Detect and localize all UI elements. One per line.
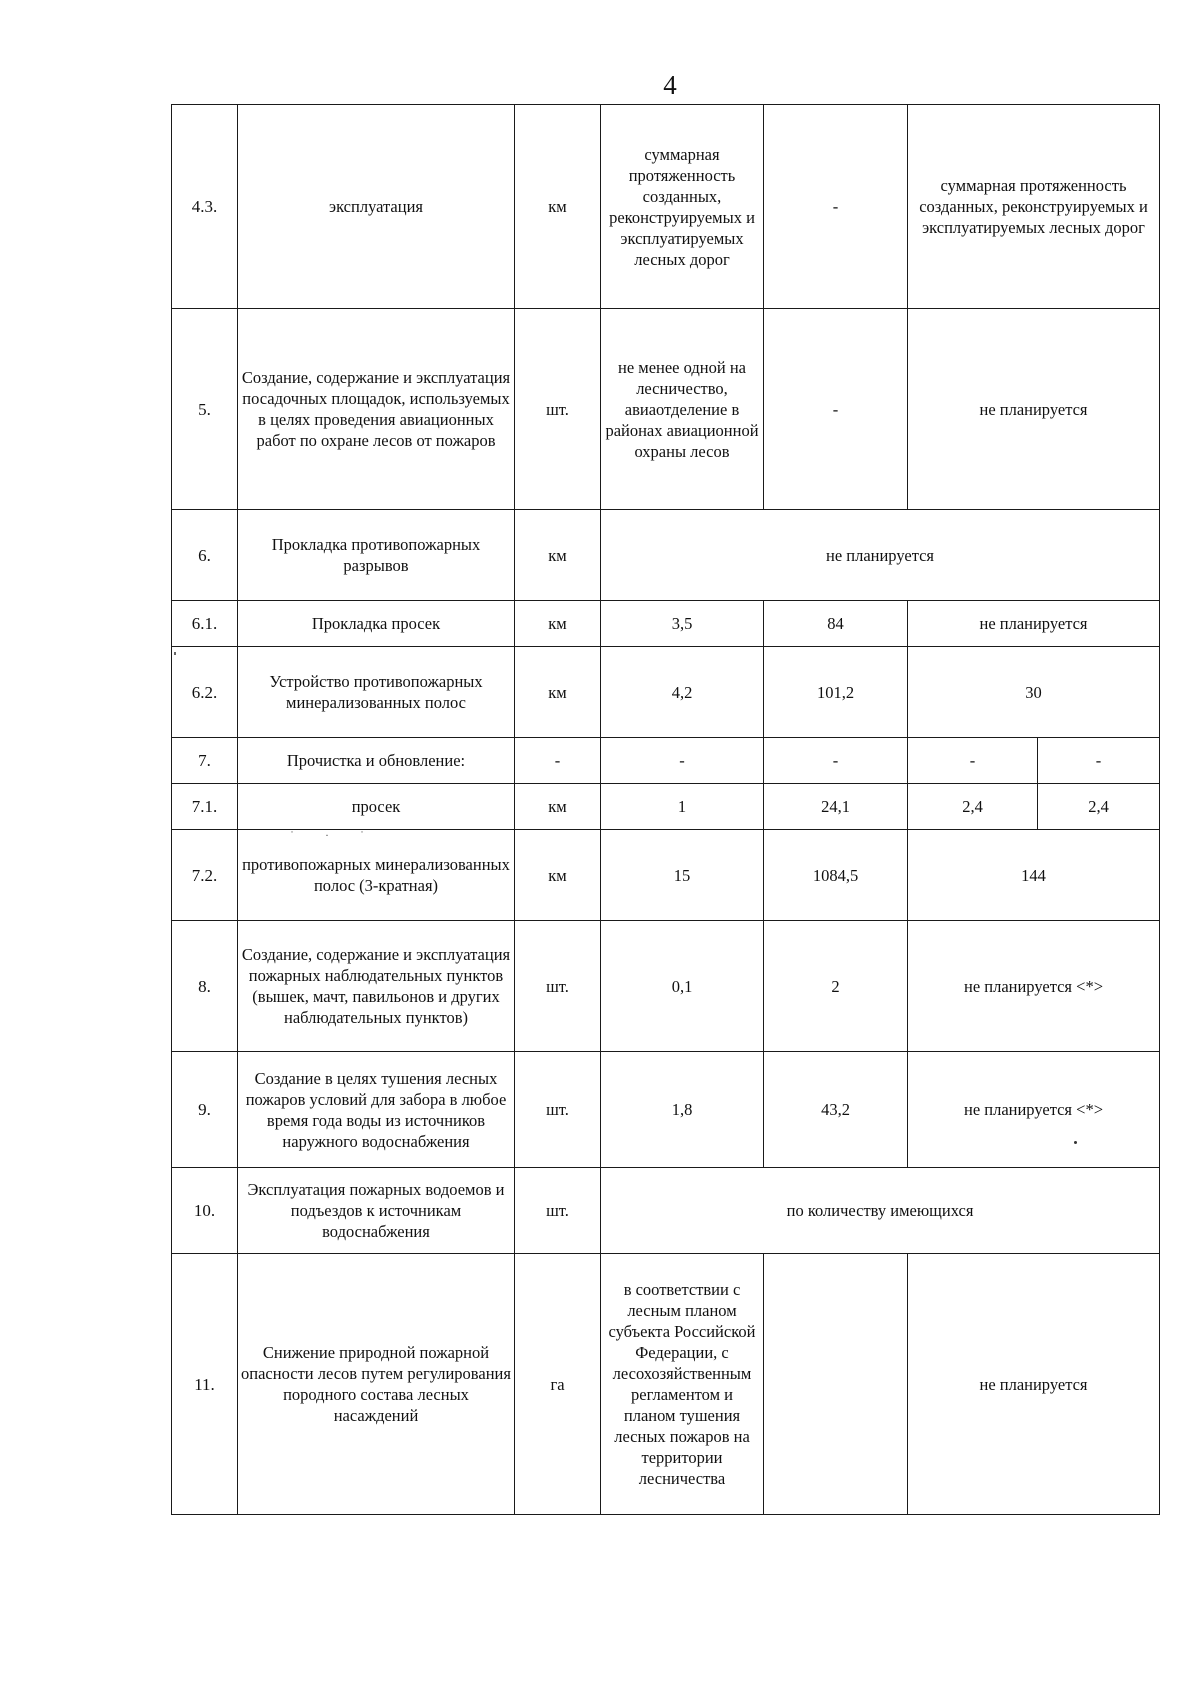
- row-col6a: 2,4: [908, 784, 1038, 830]
- row-number: 9.: [172, 1052, 238, 1168]
- row-number: 8.: [172, 921, 238, 1052]
- row-unit: шт.: [515, 1052, 601, 1168]
- row-name: просек: [238, 784, 515, 830]
- row-name: Создание, содержание и эксплуатация посадочных площадок, используемых в целях проведения авиационных работ по охране лесов от пожаров: [238, 309, 515, 510]
- row-number: 6.: [172, 510, 238, 601]
- row-number: 7.2.: [172, 830, 238, 921]
- row-col6: не планируется: [908, 1254, 1160, 1515]
- row-col6b: 2,4: [1038, 784, 1160, 830]
- row-unit: км: [515, 105, 601, 309]
- row-unit: шт.: [515, 309, 601, 510]
- row-col4: 0,1: [601, 921, 764, 1052]
- row-name: эксплуатация: [238, 105, 515, 309]
- row-number: 7.: [172, 738, 238, 784]
- row-name: Прокладка противопожарных разрывов: [238, 510, 515, 601]
- row-col4: 1,8: [601, 1052, 764, 1168]
- row-col5: -: [764, 738, 908, 784]
- row-col4: в соответствии с лесным планом субъекта Российской Федерации, с лесохозяйственным регламентом и планом тушения лесных пожаров на территории лесничества: [601, 1254, 764, 1515]
- row-name: Снижение природной пожарной опасности лесов путем регулирования породного состава лесных насаждений: [238, 1254, 515, 1515]
- row-col4: 3,5: [601, 601, 764, 647]
- table-row: [172, 1254, 1160, 1515]
- row-col6: 144: [908, 830, 1160, 921]
- row-unit: шт.: [515, 1168, 601, 1254]
- table-row: [172, 1052, 1160, 1168]
- row-unit: га: [515, 1254, 601, 1515]
- row-col5: 84: [764, 601, 908, 647]
- table-row: [172, 1168, 1160, 1254]
- row-merged-value: не планируется: [601, 510, 1160, 601]
- row-col5: 101,2: [764, 647, 908, 738]
- row-name: Создание в целях тушения лесных пожаров условий для забора в любое время года воды из источников наружного водоснабжения: [238, 1052, 515, 1168]
- row-unit: км: [515, 510, 601, 601]
- row-name: Создание, содержание и эксплуатация пожарных наблюдательных пунктов (вышек, мачт, павильонов и других наблюдательных пунктов): [238, 921, 515, 1052]
- table-row: [172, 647, 1160, 738]
- row-col6: не планируется <*>: [908, 1052, 1160, 1168]
- row-col6: не планируется: [908, 309, 1160, 510]
- table-row: [172, 601, 1160, 647]
- row-col5: 1084,5: [764, 830, 908, 921]
- row-col6: суммарная протяженность созданных, реконструируемых и эксплуатируемых лесных дорог: [908, 105, 1160, 309]
- row-col5: [764, 1254, 908, 1515]
- row-col4: суммарная протяженность созданных, реконструируемых и эксплуатируемых лесных дорог: [601, 105, 764, 309]
- row-col5: 24,1: [764, 784, 908, 830]
- row-name: Прокладка просек: [238, 601, 515, 647]
- table-row: [172, 921, 1160, 1052]
- row-col4: 4,2: [601, 647, 764, 738]
- row-merged-value: по количеству имеющихся: [601, 1168, 1160, 1254]
- row-unit: шт.: [515, 921, 601, 1052]
- page-number: 4: [663, 70, 677, 100]
- table-row: [172, 830, 1160, 921]
- row-number: 11.: [172, 1254, 238, 1515]
- table-row: [172, 738, 1160, 784]
- row-col6b: -: [1038, 738, 1160, 784]
- row-unit: км: [515, 647, 601, 738]
- row-number: 6.2.: [172, 647, 238, 738]
- row-unit: км: [515, 601, 601, 647]
- row-col6a: -: [908, 738, 1038, 784]
- row-col4: не менее одной на лесничество, авиаотделение в районах авиационной охраны лесов: [601, 309, 764, 510]
- table-row: [172, 105, 1160, 309]
- row-col4: 15: [601, 830, 764, 921]
- row-unit: -: [515, 738, 601, 784]
- row-col6: 30: [908, 647, 1160, 738]
- row-col5: -: [764, 105, 908, 309]
- row-name: Устройство противопожарных минерализованных полос: [238, 647, 515, 738]
- row-col6: не планируется <*>: [908, 921, 1160, 1052]
- row-unit: км: [515, 830, 601, 921]
- row-name: Прочистка и обновление:: [238, 738, 515, 784]
- row-number: 6.1.: [172, 601, 238, 647]
- table-row: [172, 784, 1160, 830]
- row-col5: -: [764, 309, 908, 510]
- row-number: 7.1.: [172, 784, 238, 830]
- row-col5: 43,2: [764, 1052, 908, 1168]
- row-number: 4.3.: [172, 105, 238, 309]
- row-name: Эксплуатация пожарных водоемов и подъездов к источникам водоснабжения: [238, 1168, 515, 1254]
- fire-protection-table: [171, 104, 1160, 1515]
- row-number: 10.: [172, 1168, 238, 1254]
- row-name: противопожарных минерализованных полос (3-кратная): [238, 830, 515, 921]
- row-col6: не планируется: [908, 601, 1160, 647]
- row-number: 5.: [172, 309, 238, 510]
- scan-speck: [174, 652, 176, 655]
- table-row: [172, 510, 1160, 601]
- scan-speck: [1074, 1141, 1077, 1144]
- row-col4: 1: [601, 784, 764, 830]
- scan-specks: ˙ · ˙: [290, 828, 378, 842]
- row-unit: км: [515, 784, 601, 830]
- row-col4: -: [601, 738, 764, 784]
- row-col5: 2: [764, 921, 908, 1052]
- table-row: [172, 309, 1160, 510]
